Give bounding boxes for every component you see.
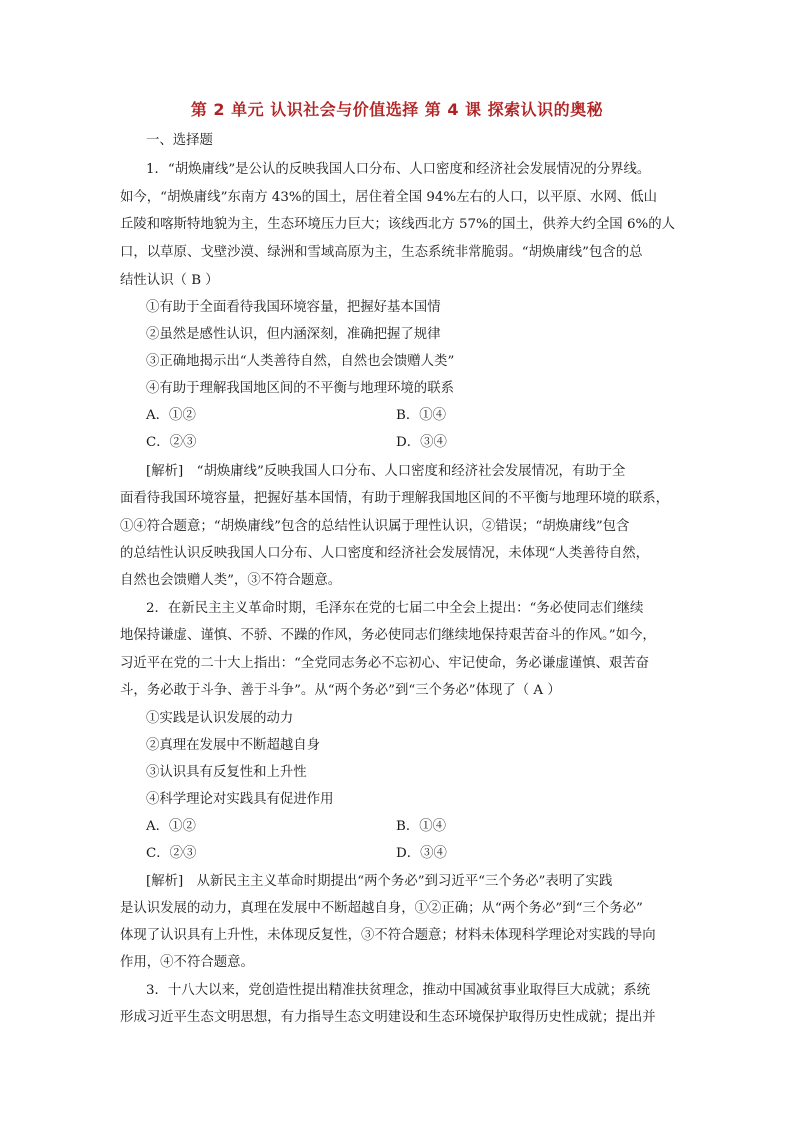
q1-statement: ②虽然是感性认识，但内涵深刻，准确把握了规律 [146, 327, 441, 342]
q1-option-b: B．①④ [396, 408, 447, 423]
q1-stem-line: 结性认识（ B ） [120, 273, 219, 288]
q2-stem-line: 斗，务必敢于斗争、善于斗争”。从“两个务必”到“三个务必”体现了（ A ） [120, 683, 561, 698]
q2-analysis-line: [解析] 从新民主主义革命时期提出“两个务必”到习近平“三个务必”表明了实践 [146, 874, 613, 889]
q2-option-a: A．①② [146, 819, 196, 834]
q1-analysis-line: [解析] “胡焕庸线”反映我国人口分布、人口密度和经济社会发展情况，有助于全 [146, 464, 626, 479]
q2-stem-line: 2．在新民主主义革命时期，毛泽东在党的七届二中全会上提出：“务必使同志们继续 [146, 601, 644, 616]
q2-stem-line: 习近平在党的二十大上指出：“全党同志务必不忘初心、牢记使命，务必谦虚谨慎、艰苦奋 [120, 656, 650, 671]
q3-stem-line: 3．十八大以来，党创造性提出精准扶贫理念，推动中国减贫事业取得巨大成就；系统 [146, 983, 650, 998]
section-heading: 一、选择题 [146, 133, 213, 148]
q2-option-b: B．①④ [396, 819, 447, 834]
q2-stem-line: 地保持谦虚、谨慎、不骄、不躁的作风，务必使同志们继续地保持艰苦奋斗的作风。”如今， [120, 628, 656, 643]
q1-option-d: D．③④ [396, 435, 447, 450]
q1-statement: ③正确地揭示出“人类善待自然，自然也会馈赠人类” [146, 354, 455, 369]
q3-stem-line: 形成习近平生态文明思想，有力指导生态文明建设和生态环境保护取得历史性成就；提出并 [120, 1010, 656, 1025]
q1-stem-line: 丘陵和喀斯特地貌为主，生态环境压力巨大；该线西北方 57%的国土，供养大约全国 6%的人 [120, 217, 675, 232]
q2-statement: ①实践是认识发展的动力 [146, 711, 294, 726]
q1-analysis-line: 的总结性认识反映我国人口分布、人口密度和经济社会发展情况，未体现“人类善待自然， [120, 546, 650, 561]
q2-analysis-line: 体现了认识具有上升性，未体现反复性，③不符合题意；材料未体现科学理论对实践的导向 [120, 928, 656, 943]
q1-analysis-line: 面看待我国环境容量，把握好基本国情，有助于理解我国地区间的不平衡与地理环境的联系， [120, 491, 670, 506]
q1-option-a: A．①② [146, 408, 196, 423]
q2-analysis-line: 作用，④不符合题意。 [120, 955, 254, 970]
q2-analysis-line: 是认识发展的动力，真理在发展中不断超越自身，①②正确；从“两个务必”到“三个务必” [120, 901, 643, 916]
q1-stem-line: 如今，“胡焕庸线”东南方 43%的国土，居住着全国 94%左右的人口，以平原、水网、低山 [120, 190, 658, 205]
q1-analysis-line: ①④符合题意；“胡焕庸线”包含的总结性认识属于理性认识，②错误；“胡焕庸线”包含 [120, 519, 630, 534]
q1-stem-line: 口，以草原、戈壁沙漠、绿洲和雪域高原为主，生态系统非常脆弱。“胡焕庸线”包含的总 [120, 245, 643, 260]
q2-option-c: C．②③ [146, 846, 197, 861]
q1-statement: ④有助于理解我国地区间的不平衡与地理环境的联系 [146, 381, 454, 396]
q2-option-d: D．③④ [396, 846, 447, 861]
q2-statement: ③认识具有反复性和上升性 [146, 765, 307, 780]
q2-statement: ④科学理论对实践具有促进作用 [146, 792, 334, 807]
q1-statement: ①有助于全面看待我国环境容量，把握好基本国情 [146, 300, 441, 315]
q1-option-c: C．②③ [146, 435, 197, 450]
q2-statement: ②真理在发展中不断超越自身 [146, 738, 321, 753]
page-title: 第 2 单元 认识社会与价值选择 第 4 课 探索认识的奥秘 [190, 100, 604, 119]
q1-analysis-line: 自然也会馈赠人类”，③不符合题意。 [120, 573, 342, 588]
q1-stem-line: 1．“胡焕庸线”是公认的反映我国人口分布、人口密度和经济社会发展情况的分界线。 [146, 162, 651, 177]
